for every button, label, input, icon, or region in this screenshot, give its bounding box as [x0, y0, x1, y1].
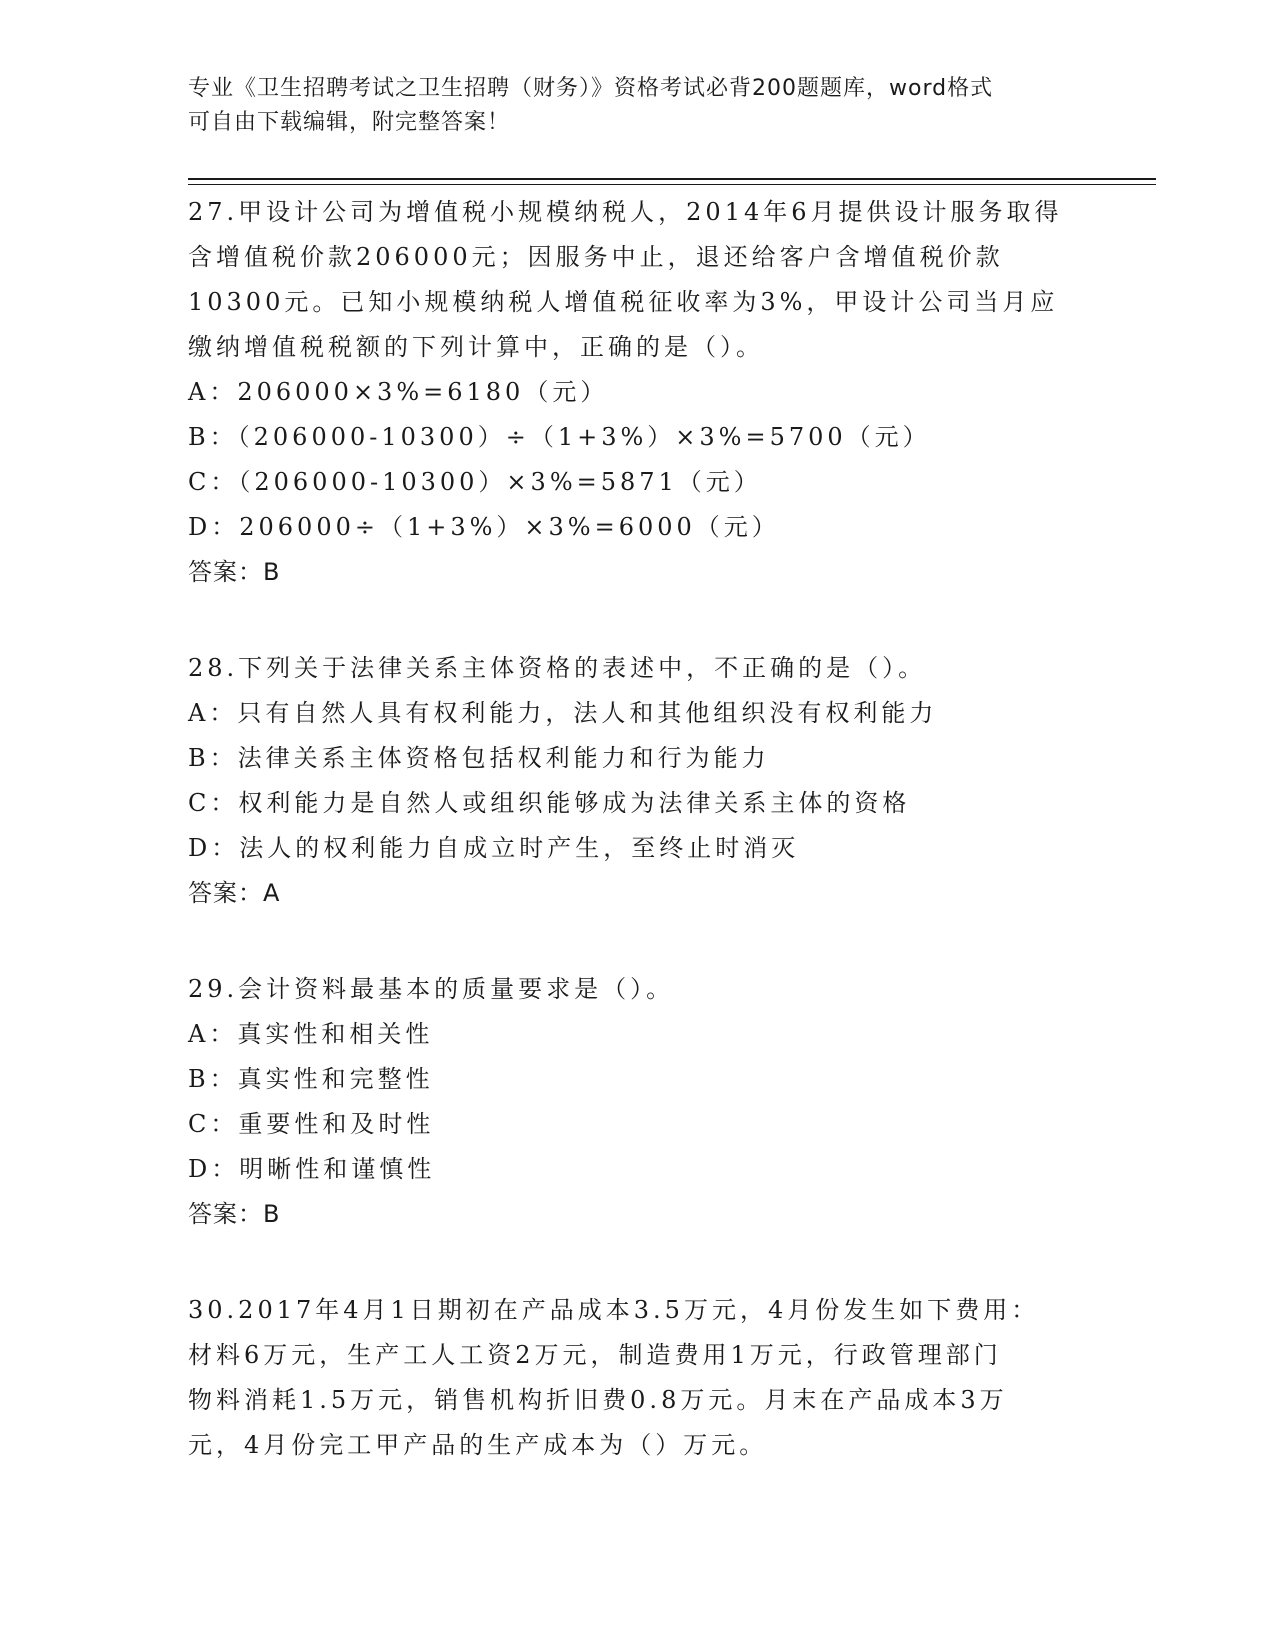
question-stem-line: 29.会计资料最基本的质量要求是（）。 [188, 975, 675, 1003]
option-b: B：法律关系主体资格包括权利能力和行为能力 [188, 744, 770, 772]
option-c: C：权利能力是自然人或组织能够成为法律关系主体的资格 [188, 789, 911, 817]
header-divider-thick [188, 178, 1156, 180]
question-stem-line: 物料消耗1.5万元，销售机构折旧费0.8万元。月末在产品成本3万 [188, 1386, 1008, 1414]
header-line-2: 可自由下载编辑，附完整答案！ [188, 110, 511, 135]
option-a: A：真实性和相关性 [188, 1020, 434, 1048]
option-c: C：（206000-10300）×3%=5871（元） [188, 468, 762, 496]
question-stem-line: 27.甲设计公司为增值税小规模纳税人，2014年6月提供设计服务取得 [188, 198, 1063, 226]
answer-label: 答案：B [188, 1200, 281, 1228]
question-stem-line: 28.下列关于法律关系主体资格的表述中，不正确的是（）。 [188, 654, 927, 682]
question-30 [188, 1288, 1088, 1468]
question-27 [188, 190, 1088, 595]
question-stem-line: 元，4月份完工甲产品的生产成本为（）万元。 [188, 1431, 768, 1459]
question-stem-line: 材料6万元，生产工人工资2万元，制造费用1万元，行政管理部门 [188, 1341, 1002, 1369]
option-c: C：重要性和及时性 [188, 1110, 435, 1138]
option-d: D：206000÷（1+3%）×3%=6000（元） [188, 513, 780, 541]
option-b: B：（206000-10300）÷（1+3%）×3%=5700（元） [188, 423, 931, 451]
document-header [188, 72, 1088, 140]
question-stem-line: 含增值税价款206000元；因服务中止，退还给客户含增值税价款 [188, 243, 1004, 271]
option-d: D：法人的权利能力自成立时产生，至终止时消灭 [188, 834, 800, 862]
question-stem-line: 30.2017年4月1日期初在产品成本3.5万元，4月份发生如下费用： [188, 1296, 1040, 1324]
answer-label: 答案：A [188, 879, 281, 907]
option-b: B：真实性和完整性 [188, 1065, 434, 1093]
answer-label: 答案：B [188, 558, 281, 586]
header-divider-thin [188, 184, 1156, 185]
question-28 [188, 646, 1088, 916]
option-a: A：206000×3%=6180（元） [188, 378, 609, 406]
option-d: D：明晰性和谨慎性 [188, 1155, 436, 1183]
option-a: A：只有自然人具有权利能力，法人和其他组织没有权利能力 [188, 699, 938, 727]
header-line-1: 专业《卫生招聘考试之卫生招聘（财务）》资格考试必背200题题库，word格式 [188, 76, 994, 101]
question-stem-line: 缴纳增值税税额的下列计算中，正确的是（）。 [188, 333, 764, 361]
question-29 [188, 967, 1088, 1237]
question-stem-line: 10300元。已知小规模纳税人增值税征收率为3%，甲设计公司当月应 [188, 288, 1059, 316]
